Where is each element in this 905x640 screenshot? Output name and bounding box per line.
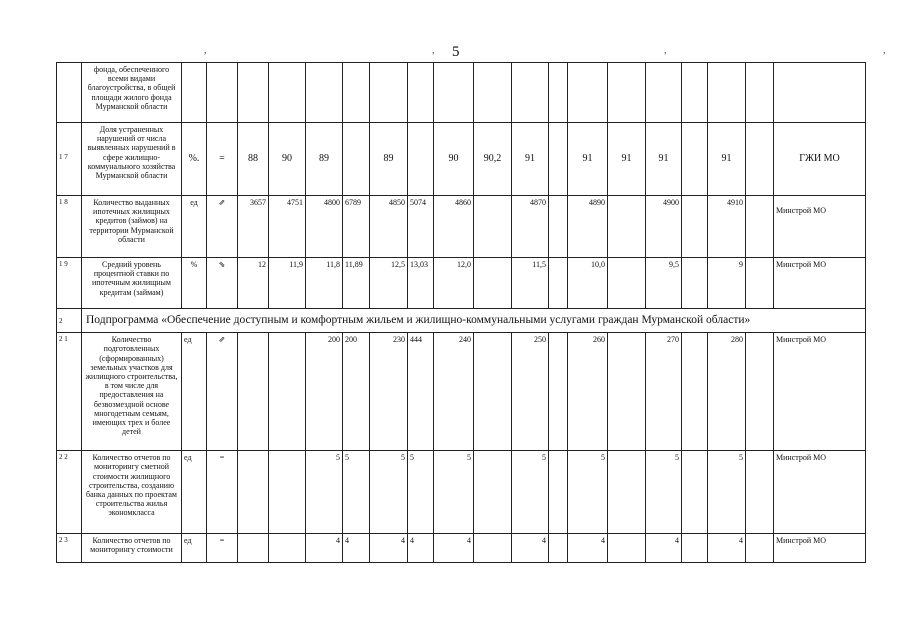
trend-icon: = [207, 123, 238, 196]
value-cell: 4850 [370, 196, 408, 258]
value-cell: 9,5 [646, 258, 682, 309]
value-cell: 91 [646, 123, 682, 196]
table-row [57, 196, 866, 258]
value-cell: 250 [512, 333, 549, 451]
table-row [57, 258, 866, 309]
unit-cell: % [182, 258, 207, 309]
subprogram-title: Подпрограмма «Обеспечение доступным и комфортным жильем и жилищно-коммунальными услугами граждан Мурманской области» [82, 309, 866, 333]
value-cell: 89 [306, 123, 343, 196]
value-cell: 3657 [238, 196, 269, 258]
executor-cell: Минстрой МО [774, 196, 866, 258]
value-cell: 4 [434, 534, 474, 563]
unit-cell: ед [182, 333, 207, 451]
row-number: 2 1 [57, 333, 82, 451]
page-number: 5 [452, 44, 460, 60]
executor-cell: Минстрой МО [774, 333, 866, 451]
indicator-name: Количество подготовленных (сформированных) земельных участков для жилищного строительства, в том числе для предоставления на безвозмездной основе многодетным семьям, имеющих трех и более детей [82, 333, 182, 451]
value-cell: 444 [408, 333, 434, 451]
value-cell: 4 [512, 534, 549, 563]
row-number: 2 [57, 309, 82, 333]
value-cell: 5 [512, 451, 549, 534]
value-cell: 5074 [408, 196, 434, 258]
table-row [57, 534, 866, 563]
value-cell: 90 [434, 123, 474, 196]
value-cell: 4 [568, 534, 608, 563]
indicator-name: Количество выданных ипотечных жилищных кредитов (займов) на территории Мурманской области [82, 196, 182, 258]
value-cell: 240 [434, 333, 474, 451]
value-cell: 90,2 [474, 123, 512, 196]
value-cell: 5 [568, 451, 608, 534]
value-cell: 5 [306, 451, 343, 534]
value-cell: 280 [708, 333, 746, 451]
value-cell: 5 [370, 451, 408, 534]
value-cell [269, 333, 306, 451]
value-cell: 200 [306, 333, 343, 451]
row-number: 1 8 [57, 196, 82, 258]
executor-cell: Минстрой МО [774, 534, 866, 563]
value-cell: 4870 [512, 196, 549, 258]
trend-icon: = [207, 534, 238, 563]
value-cell: 4 [708, 534, 746, 563]
value-cell: 12,0 [434, 258, 474, 309]
value-cell: 11,9 [269, 258, 306, 309]
executor-cell: Минстрой МО [774, 451, 866, 534]
indicator-name: Средний уровень процентной ставки по ипотечным жилищным кредитам (займам) [82, 258, 182, 309]
value-cell: 260 [568, 333, 608, 451]
value-cell: 12,5 [370, 258, 408, 309]
value-cell: 4 [370, 534, 408, 563]
unit-cell: ед [182, 196, 207, 258]
value-cell: 89 [370, 123, 408, 196]
value-cell: 4890 [568, 196, 608, 258]
scan-mark: , [432, 45, 435, 56]
unit-cell: ед [182, 451, 207, 534]
scan-mark: , [664, 45, 667, 56]
value-cell: 11,8 [306, 258, 343, 309]
table-row [57, 333, 866, 451]
value-cell [238, 451, 269, 534]
indicators-table [56, 62, 866, 563]
scan-mark: , [883, 45, 886, 56]
value-cell: 4800 [306, 196, 343, 258]
value-cell: 4910 [708, 196, 746, 258]
value-cell: 5 [343, 451, 370, 534]
value-cell: 10,0 [568, 258, 608, 309]
value-cell: 5 [646, 451, 682, 534]
row-number: 1 9 [57, 258, 82, 309]
table-row [57, 309, 866, 333]
value-cell: 4 [306, 534, 343, 563]
value-cell: 230 [370, 333, 408, 451]
value-cell [269, 534, 306, 563]
trend-icon: ⇘ [207, 258, 238, 309]
trend-icon: = [207, 451, 238, 534]
indicator-name: Количество отчетов по мониторингу сметной стоимости жилищного строительства, созданию банка данных по проектам строительства жилья экономкласса [82, 451, 182, 534]
executor-cell: Минстрой МО [774, 258, 866, 309]
row-number: 2 3 [57, 534, 82, 563]
value-cell: 5 [408, 451, 434, 534]
trend-icon: ⇗ [207, 333, 238, 451]
value-cell: 4 [408, 534, 434, 563]
value-cell: 4751 [269, 196, 306, 258]
value-cell: 5 [708, 451, 746, 534]
indicator-name: Доля устраненных нарушений от числа выявленных нарушений в сфере жилищно-коммунального хозяйства Мурманской области [82, 123, 182, 196]
unit-cell: ед [182, 534, 207, 563]
value-cell: 9 [708, 258, 746, 309]
row-number: 1 7 [57, 123, 82, 196]
scan-mark: , [204, 45, 207, 56]
value-cell: 11,5 [512, 258, 549, 309]
value-cell: 91 [608, 123, 646, 196]
indicator-name: Количество отчетов по мониторингу стоимости [82, 534, 182, 563]
value-cell: 13,03 [408, 258, 434, 309]
value-cell [238, 333, 269, 451]
trend-icon: ⇗ [207, 196, 238, 258]
value-cell: 88 [238, 123, 269, 196]
executor-cell: ГЖИ МО [774, 123, 866, 196]
value-cell: 270 [646, 333, 682, 451]
value-cell: 91 [512, 123, 549, 196]
table-row [57, 123, 866, 196]
value-cell: 91 [568, 123, 608, 196]
table-row [57, 63, 866, 123]
unit-cell: %. [182, 123, 207, 196]
row-number: 2 2 [57, 451, 82, 534]
value-cell: 4860 [434, 196, 474, 258]
value-cell [269, 451, 306, 534]
value-cell: 91 [708, 123, 746, 196]
indicator-name: фонда, обеспеченного всеми видами благоустройства, в общей площади жилого фонда Мурманской области [82, 63, 182, 123]
value-cell: 5 [434, 451, 474, 534]
value-cell: 4900 [646, 196, 682, 258]
table-row [57, 451, 866, 534]
value-cell [238, 534, 269, 563]
value-cell: 11,89 [343, 258, 370, 309]
value-cell: 12 [238, 258, 269, 309]
value-cell: 6789 [343, 196, 370, 258]
value-cell: 200 [343, 333, 370, 451]
value-cell: 90 [269, 123, 306, 196]
value-cell: 4 [646, 534, 682, 563]
value-cell: 4 [343, 534, 370, 563]
